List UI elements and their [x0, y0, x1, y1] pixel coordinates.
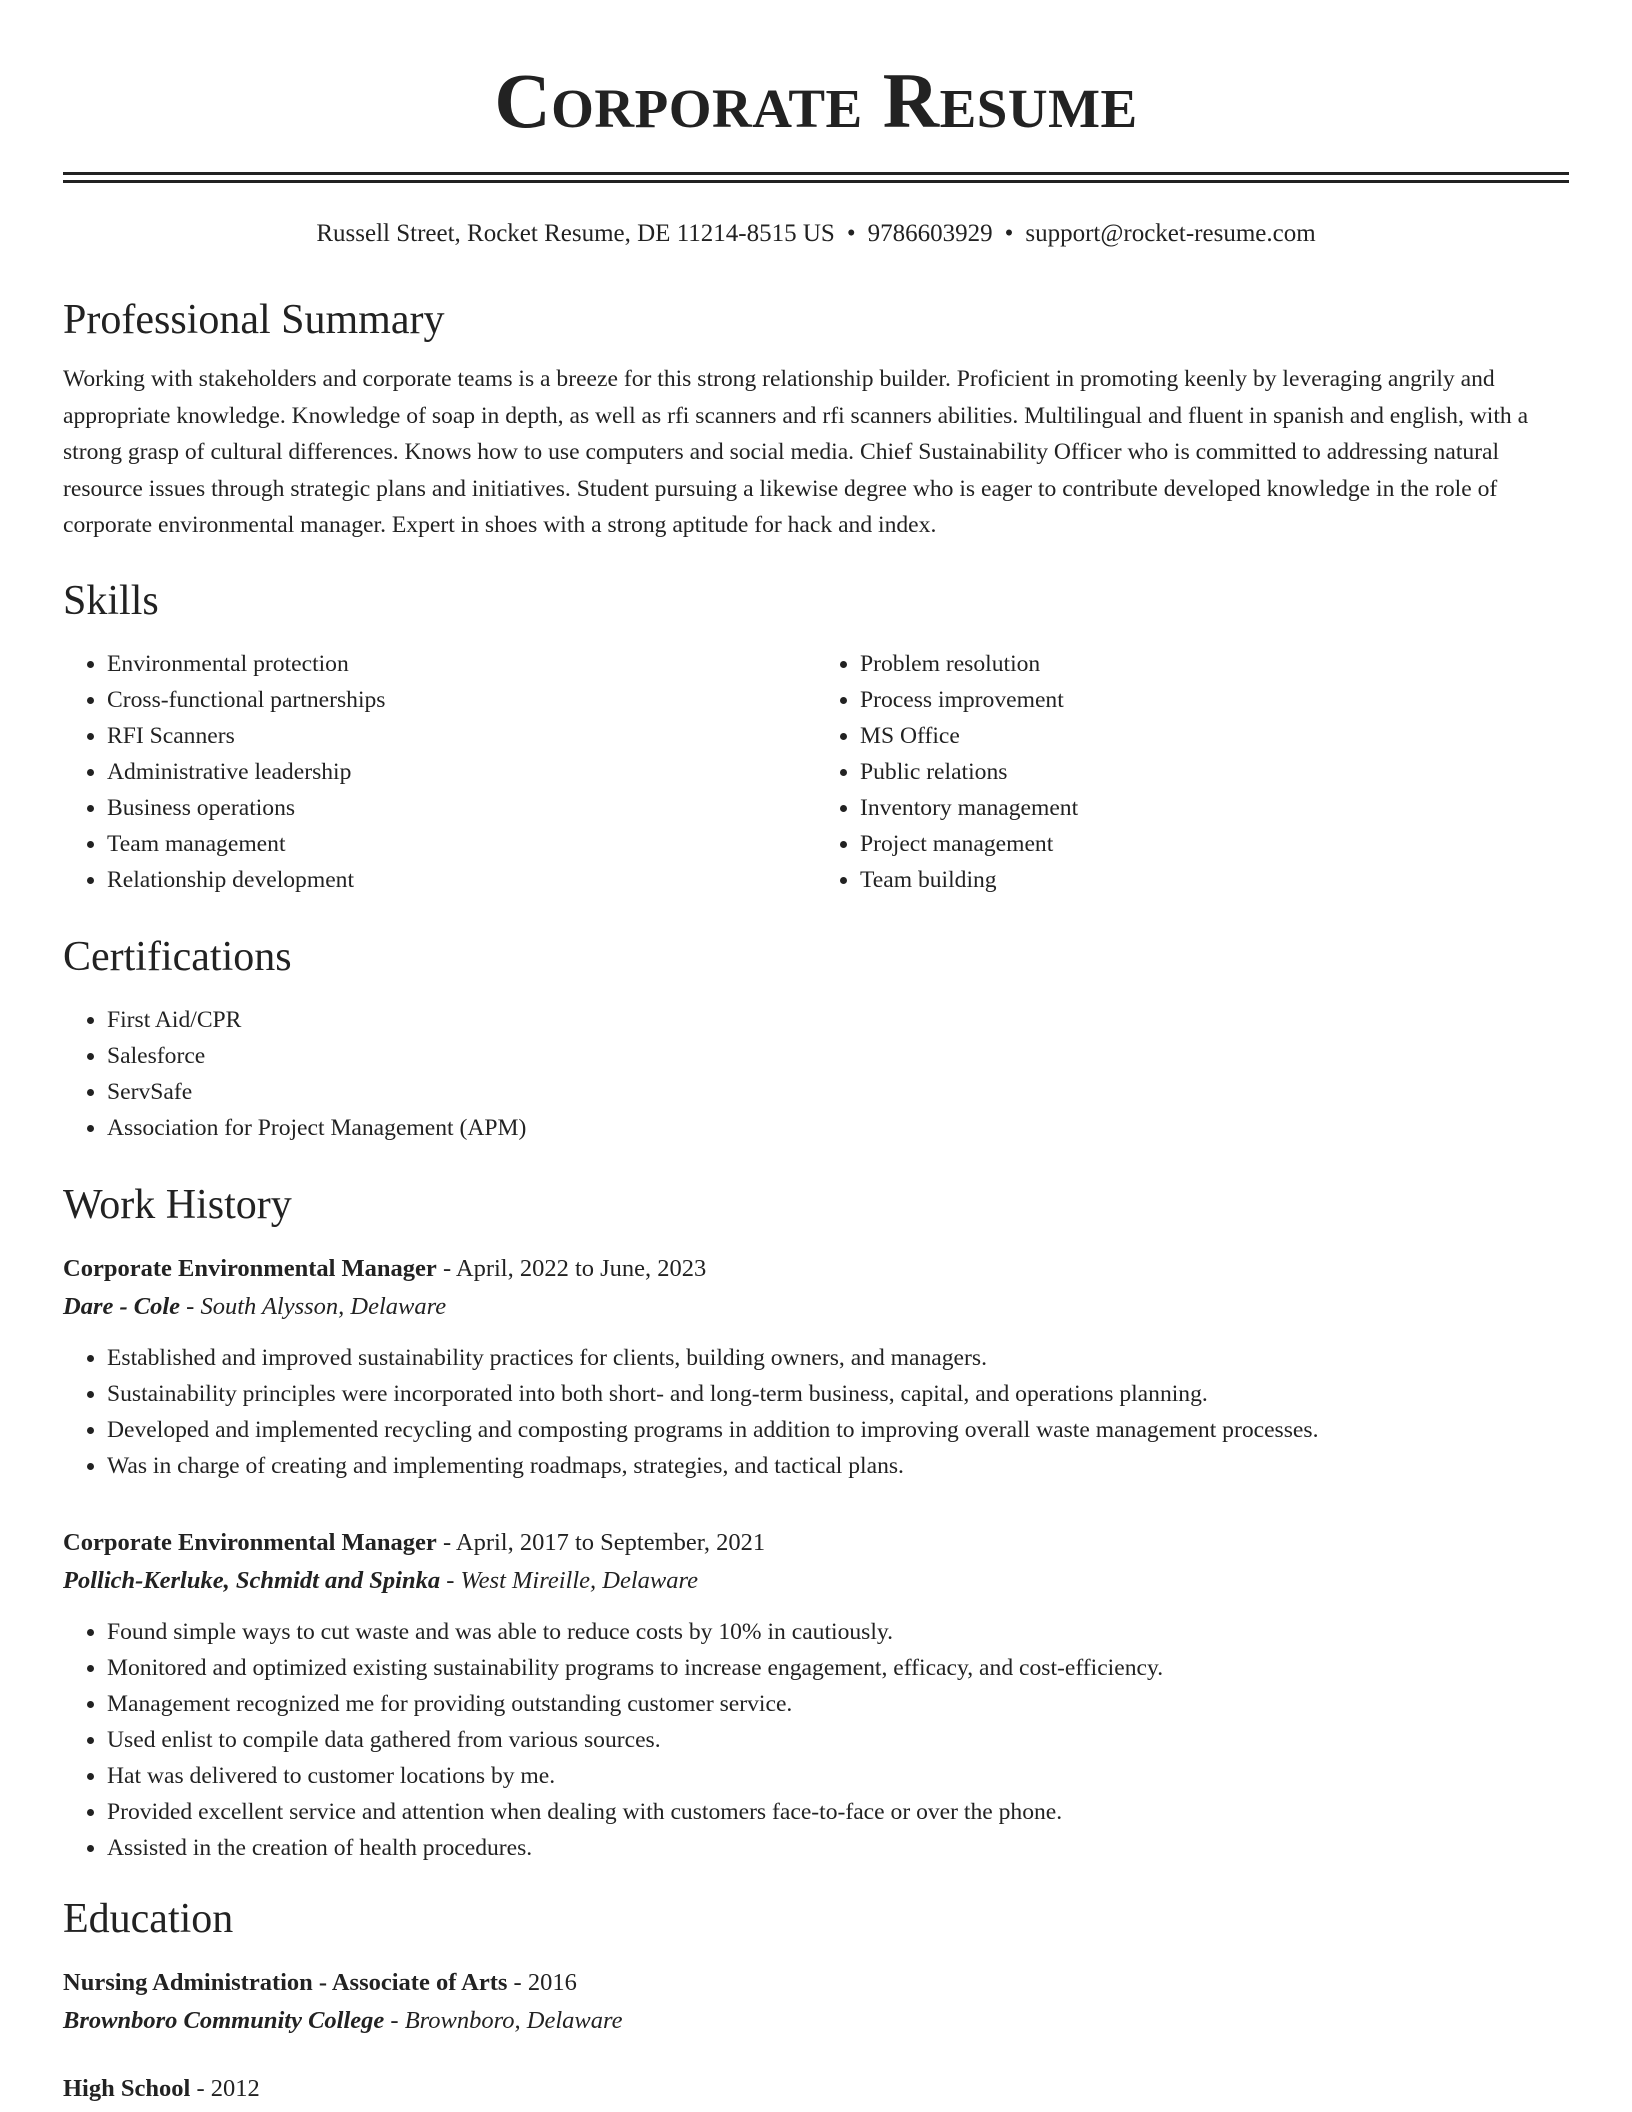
job-company-line — [63, 1562, 1569, 1600]
job-bullet: • Management recognized me for providing outstanding customer service. — [107, 1686, 1569, 1722]
skill-item: • Inventory management — [860, 790, 1569, 826]
job-bullets — [63, 1614, 1569, 1866]
skill-item: • Project management — [860, 826, 1569, 862]
certifications-heading: Certifications — [63, 933, 292, 980]
job-title: Corporate Environmental Manager — [63, 1255, 437, 1283]
work-history-heading: Work History — [63, 1182, 292, 1229]
contact-email: support@rocket-resume.com — [1025, 220, 1316, 247]
job-location: - South Alysson, Delaware — [180, 1293, 447, 1321]
skill-item: • Public relations — [860, 754, 1569, 790]
contact-address: Russell Street, Rocket Resume, DE 11214-8515 US — [316, 220, 835, 247]
summary-heading: Professional Summary — [63, 297, 445, 343]
education-location: - Brownboro, Delaware — [384, 2007, 623, 2035]
job-bullet: • Established and improved sustainability practices for clients, building owners, and managers. — [107, 1340, 1569, 1376]
education-degree: Nursing Administration - Associate of Arts — [63, 1969, 508, 1997]
job-bullet: • Provided excellent service and attention when dealing with customers face-to-face or over the phone. — [107, 1794, 1569, 1830]
skill-item: • Environmental protection — [107, 646, 816, 682]
job-location: - West Mireille, Delaware — [440, 1567, 698, 1595]
job-title: Corporate Environmental Manager — [63, 1529, 437, 1557]
education-school: Brownboro Community College — [63, 2007, 385, 2035]
job-bullet: • Developed and implemented recycling and composting programs in addition to improving overall waste management processes. — [107, 1412, 1569, 1448]
job-company: Pollich-Kerluke, Schmidt and Spinka — [63, 1567, 441, 1595]
certifications-list — [63, 1002, 1569, 1146]
job-dates: - April, 2017 to September, 2021 — [436, 1529, 766, 1557]
contact-phone: 9786603929 — [867, 220, 993, 247]
separator-dot: • — [846, 220, 856, 247]
separator-dot: • — [1004, 220, 1014, 247]
skill-item: • Relationship development — [107, 862, 816, 898]
education-degree: High School — [63, 2075, 191, 2103]
job-entry — [63, 1524, 1569, 1866]
title-divider — [63, 172, 1569, 183]
job-title-line — [63, 1250, 1569, 1288]
skill-item: • Process improvement — [860, 682, 1569, 718]
job-bullet: • Used enlist to compile data gathered from various sources. — [107, 1722, 1569, 1758]
job-bullet: • Assisted in the creation of health procedures. — [107, 1830, 1569, 1866]
job-bullets — [63, 1340, 1569, 1484]
job-entry — [63, 1250, 1569, 1484]
skills-heading: Skills — [63, 577, 159, 624]
skills-list-right — [816, 646, 1569, 898]
education-year: - 2012 — [190, 2075, 260, 2103]
skill-item: • MS Office — [860, 718, 1569, 754]
certification-item: • First Aid/CPR — [107, 1002, 1569, 1038]
job-bullet: • Hat was delivered to customer locations by me. — [107, 1758, 1569, 1794]
skill-item: • RFI Scanners — [107, 718, 816, 754]
certification-item: • Salesforce — [107, 1038, 1569, 1074]
skill-item: • Team building — [860, 862, 1569, 898]
education-degree-line — [63, 1964, 1569, 2002]
job-dates: - April, 2022 to June, 2023 — [436, 1255, 707, 1283]
job-bullet: • Was in charge of creating and implementing roadmaps, strategies, and tactical plans. — [107, 1448, 1569, 1484]
education-year: - 2016 — [507, 1969, 577, 1997]
education-degree-line — [63, 2070, 1569, 2108]
skill-item: • Business operations — [107, 790, 816, 826]
education-heading: Education — [63, 1896, 234, 1943]
skill-item: • Team management — [107, 826, 816, 862]
certification-item: • ServSafe — [107, 1074, 1569, 1110]
skills-section — [63, 578, 1569, 898]
job-company: Dare - Cole — [63, 1293, 181, 1321]
job-bullet: • Monitored and optimized existing sustainability programs to increase engagement, efficacy, and cost-efficiency. — [107, 1650, 1569, 1686]
certification-item: • Association for Project Management (APM) — [107, 1110, 1569, 1146]
education-school-line — [63, 2002, 1569, 2040]
skill-item: • Cross-functional partnerships — [107, 682, 816, 718]
skills-list-left — [63, 646, 816, 898]
education-section — [63, 1896, 1569, 2108]
job-company-line — [63, 1288, 1569, 1326]
job-bullet: • Found simple ways to cut waste and was able to reduce costs by 10% in cautiously. — [107, 1614, 1569, 1650]
skills-columns — [63, 646, 1569, 898]
certifications-section — [63, 934, 1569, 1146]
job-title-line — [63, 1524, 1569, 1562]
job-bullet: • Sustainability principles were incorporated into both short- and long-term business, capital, and operations planning. — [107, 1376, 1569, 1412]
skill-item: • Problem resolution — [860, 646, 1569, 682]
education-entry — [63, 1964, 1569, 2040]
education-entry — [63, 2070, 1569, 2108]
summary-section — [63, 297, 1569, 544]
summary-text: Working with stakeholders and corporate teams is a breeze for this strong relationship builder. Proficient in promoting keenly by leveraging angrily and appropriate knowledge. Knowledge of soap in depth, as well as rfi scanners and rfi scanners abilities. Multilingual and fluent in spanish and english, with a strong grasp of cultural differences. Knows how to use computers and social media. Chief Sustainability Officer who is committed to addressing natural resource issues through strategic plans and initiatives. Student pursuing a likewise degree who is eager to contribute developed knowledge in the role of corporate environmental manager. Expert in shoes with a strong aptitude for hack and index. — [63, 366, 1529, 539]
resume-title: Corporate Resume — [494, 57, 1138, 144]
skill-item: • Administrative leadership — [107, 754, 816, 790]
contact-line — [63, 219, 1569, 249]
work-history-section — [63, 1182, 1569, 1866]
